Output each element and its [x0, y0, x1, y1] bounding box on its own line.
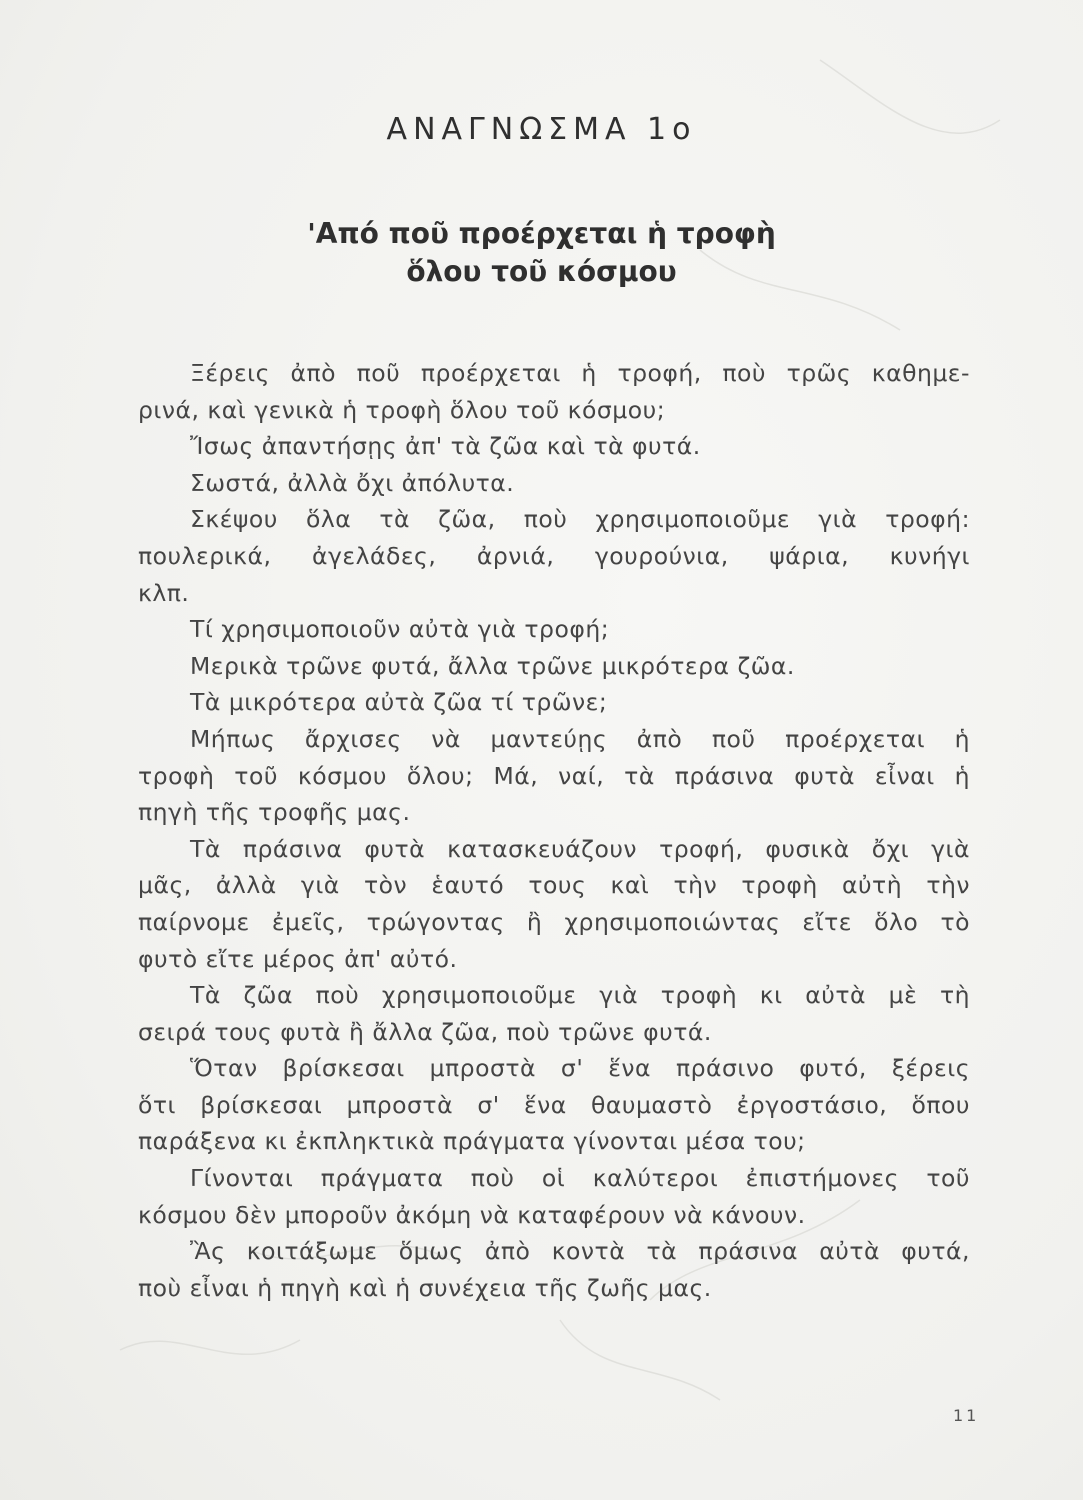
text-line: Τὰ πράσινα φυτὰ κατασκευάζουν τροφή, φυσικὰ ὄχι γιὰ — [190, 834, 970, 863]
text-line: Ξέρεις ἀπὸ ποῦ προέρχεται ἡ τροφή, ποὺ τρῶς καθημε- — [190, 359, 970, 387]
text-line: κλπ. — [138, 578, 190, 607]
page-title: ΑΝΑΓΝΩΣΜΑ 1ο — [386, 112, 697, 147]
subtitle-line: ὅλου τοῦ κόσμου — [406, 255, 677, 288]
text-line: Τὰ μικρότερα αὐτὰ ζῶα τί τρῶνε; — [190, 688, 608, 717]
text-line: κόσμου δὲν μποροῦν ἀκόμη νὰ καταφέρουν νὰ κάνουν. — [138, 1200, 806, 1229]
body-text — [138, 355, 970, 1306]
text-line: πηγὴ τῆς τροφῆς μας. — [138, 798, 411, 827]
text-line: μᾶς, ἀλλὰ γιὰ τὸν ἑαυτό τους καὶ τὴν τροφὴ αὐτὴ τὴν — [138, 871, 970, 900]
section-subtitle — [0, 215, 1083, 291]
text-line: φυτὸ εἴτε μέρος ἀπ' αὐτό. — [138, 944, 458, 973]
text-line: Ὅταν βρίσκεσαι μπροστὰ σ' ἕνα πράσινο φυτό, ξέρεις — [190, 1054, 970, 1083]
text-line: παράξενα κι ἐκπληκτικὰ πράγματα γίνονται μέσα του; — [138, 1127, 806, 1156]
text-line: Μήπως ἄρχισες νὰ μαντεύῃς ἀπὸ ποῦ προέρχεται ἡ — [190, 724, 970, 753]
text-line: ρινά, καὶ γενικὰ ἡ τροφὴ ὅλου τοῦ κόσμου; — [138, 395, 666, 424]
text-line: σειρά τους φυτὰ ἢ ἄλλα ζῶα, ποὺ τρῶνε φυτά. — [138, 1017, 712, 1046]
text-line: Γίνονται πράγματα ποὺ οἱ καλύτεροι ἐπιστήμονες τοῦ — [190, 1164, 970, 1193]
text-line: Σκέψου ὅλα τὰ ζῶα, ποὺ χρησιμοποιοῦμε γιὰ τροφή: — [190, 505, 970, 534]
text-line: πουλερικά, ἀγελάδες, ἀρνιά, γουρούνια, ψάρια, κυνήγι — [138, 541, 970, 570]
text-line: παίρνομε ἐμεῖς, τρώγοντας ἢ χρησιμοποιώντας εἴτε ὅλο τὸ — [138, 907, 970, 936]
text-line: Τὰ ζῶα ποὺ χρησιμοποιοῦμε γιὰ τροφὴ κι αὐτὰ μὲ τὴ — [190, 981, 970, 1010]
page-number: 11 — [953, 1406, 980, 1425]
text-line: τροφὴ τοῦ κόσμου ὅλου; Μά, ναί, τὰ πράσινα φυτὰ εἶναι ἡ — [138, 761, 970, 790]
text-line: Τί χρησιμοποιοῦν αὐτὰ γιὰ τροφή; — [190, 615, 610, 644]
text-line: Ἴσως ἀπαντήσῃς ἀπ' τὰ ζῶα καὶ τὰ φυτά. — [190, 432, 701, 461]
subtitle-line: 'Από ποῦ προέρχεται ἡ τροφὴ — [307, 217, 776, 250]
text-line: Μερικὰ τρῶνε φυτά, ἄλλα τρῶνε μικρότερα ζῶα. — [190, 651, 795, 680]
text-line: ποὺ εἶναι ἡ πηγὴ καὶ ἡ συνέχεια τῆς ζωῆς μας. — [138, 1273, 712, 1302]
text-line: ὅτι βρίσκεσαι μπροστὰ σ' ἕνα θαυμαστὸ ἐργοστάσιο, ὅπου — [138, 1090, 970, 1119]
text-line: Ἂς κοιτάξωμε ὅμως ἀπὸ κοντὰ τὰ πράσινα αὐτὰ φυτά, — [190, 1237, 970, 1266]
text-line: Σωστά, ἀλλὰ ὄχι ἀπόλυτα. — [190, 468, 515, 497]
